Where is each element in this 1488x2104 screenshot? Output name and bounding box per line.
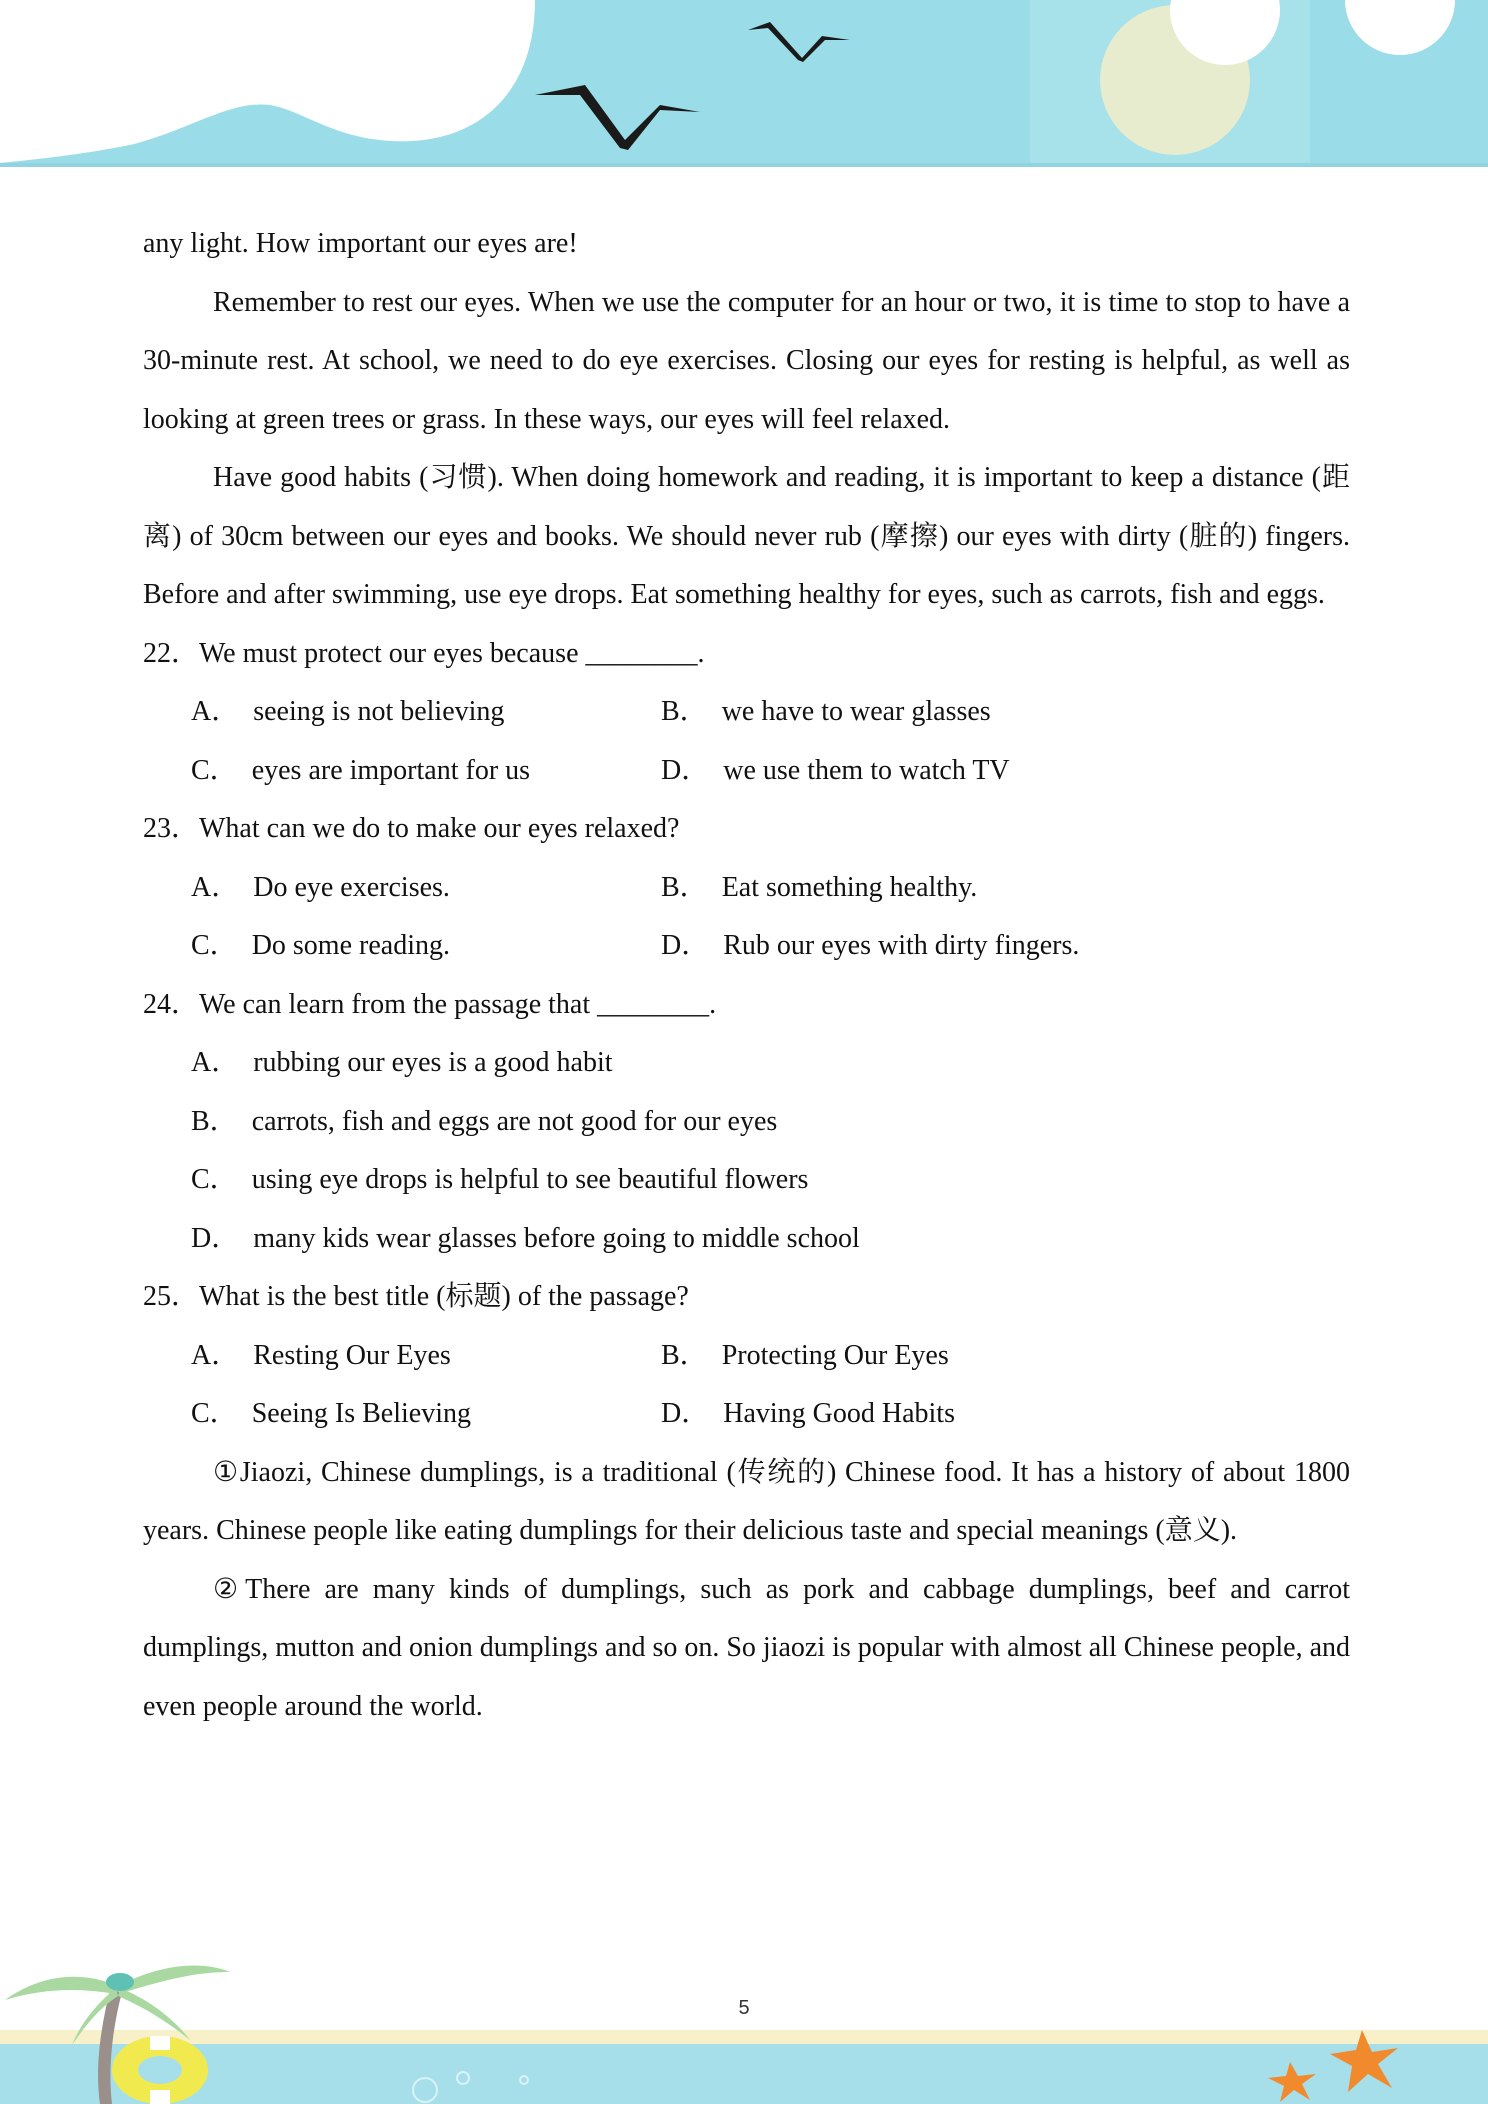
header-sky-banner <box>0 0 1488 170</box>
option-d[interactable]: D． Having Good Habits <box>661 1398 955 1429</box>
option-d[interactable]: D． we use them to watch TV <box>661 754 1010 786</box>
question-22-stem: 22．We must protect our eyes because ________. <box>143 637 705 669</box>
page-content <box>143 215 1350 1736</box>
option-b[interactable]: B． we have to wear glasses <box>661 696 991 727</box>
swim-ring-icon <box>112 2036 208 2104</box>
option-d[interactable]: D． many kids wear glasses before going to middle school <box>191 1222 860 1254</box>
option-b[interactable]: B． Eat something healthy. <box>661 871 978 903</box>
question-25-stem: 25．What is the best title (标题) of the passage? <box>143 1281 689 1312</box>
option-a[interactable]: A． rubbing our eyes is a good habit <box>191 1047 613 1078</box>
passage1-line: any light. How important our eyes are! <box>143 228 578 259</box>
question-23-stem: 23．What can we do to make our eyes relaxed? <box>143 813 680 844</box>
question-25-options-row2 <box>143 1385 1350 1444</box>
option-a[interactable]: A． Resting Our Eyes <box>191 1339 451 1371</box>
footer-beach-banner <box>0 1930 1488 2104</box>
question-22-options-row1 <box>143 683 1350 742</box>
option-a[interactable]: A． Do eye exercises. <box>191 871 450 903</box>
question-25-options-row1 <box>143 1327 1350 1386</box>
question-24-stem: 24．We can learn from the passage that ________. <box>143 988 717 1020</box>
option-d[interactable]: D． Rub our eyes with dirty fingers. <box>661 930 1080 961</box>
passage1-paragraph-habits: Have good habits (习惯). When doing homework and reading, it is important to keep a distance (距离) of 30cm between our eyes and books. We should never rub (摩擦) our eyes with dirty (脏的) fingers. Before and after swimming, use eye drops. Eat something healthy for eyes, such as carrots, fish and eggs. <box>143 462 1350 610</box>
passage2-paragraph-2: ②There are many kinds of dumplings, such as pork and cabbage dumplings, beef and carrot dumplings, mutton and onion dumplings and so on. So jiaozi is popular with almost all Chinese people, and even people around the world. <box>143 1573 1351 1722</box>
option-b[interactable]: B． Protecting Our Eyes <box>661 1339 949 1371</box>
question-23-options-row2 <box>143 917 1350 976</box>
passage2-paragraph-1: ①Jiaozi, Chinese dumplings, is a traditional (传统的) Chinese food. It has a history of about 1800 years. Chinese people like eating dumplings for their delicious taste and special meanings (意义). <box>143 1456 1350 1546</box>
page-number: 5 <box>738 1997 750 2019</box>
option-c[interactable]: C． eyes are important for us <box>191 754 531 786</box>
option-a[interactable]: A． seeing is not believing <box>191 696 505 727</box>
option-c[interactable]: C． Seeing Is Believing <box>191 1398 471 1429</box>
passage1-paragraph-rest: Remember to rest our eyes. When we use the computer for an hour or two, it is time to stop to have a 30-minute rest. At school, we need to do eye exercises. Closing our eyes for resting is helpful, as well as looking at green trees or grass. In these ways, our eyes will feel relaxed. <box>143 286 1350 435</box>
option-c[interactable]: C． Do some reading. <box>191 930 450 961</box>
option-c[interactable]: C． using eye drops is helpful to see beautiful flowers <box>191 1164 809 1195</box>
option-b[interactable]: B． carrots, fish and eggs are not good for our eyes <box>191 1105 778 1137</box>
question-22-options-row2 <box>143 742 1350 801</box>
question-23-options-row1 <box>143 859 1350 918</box>
